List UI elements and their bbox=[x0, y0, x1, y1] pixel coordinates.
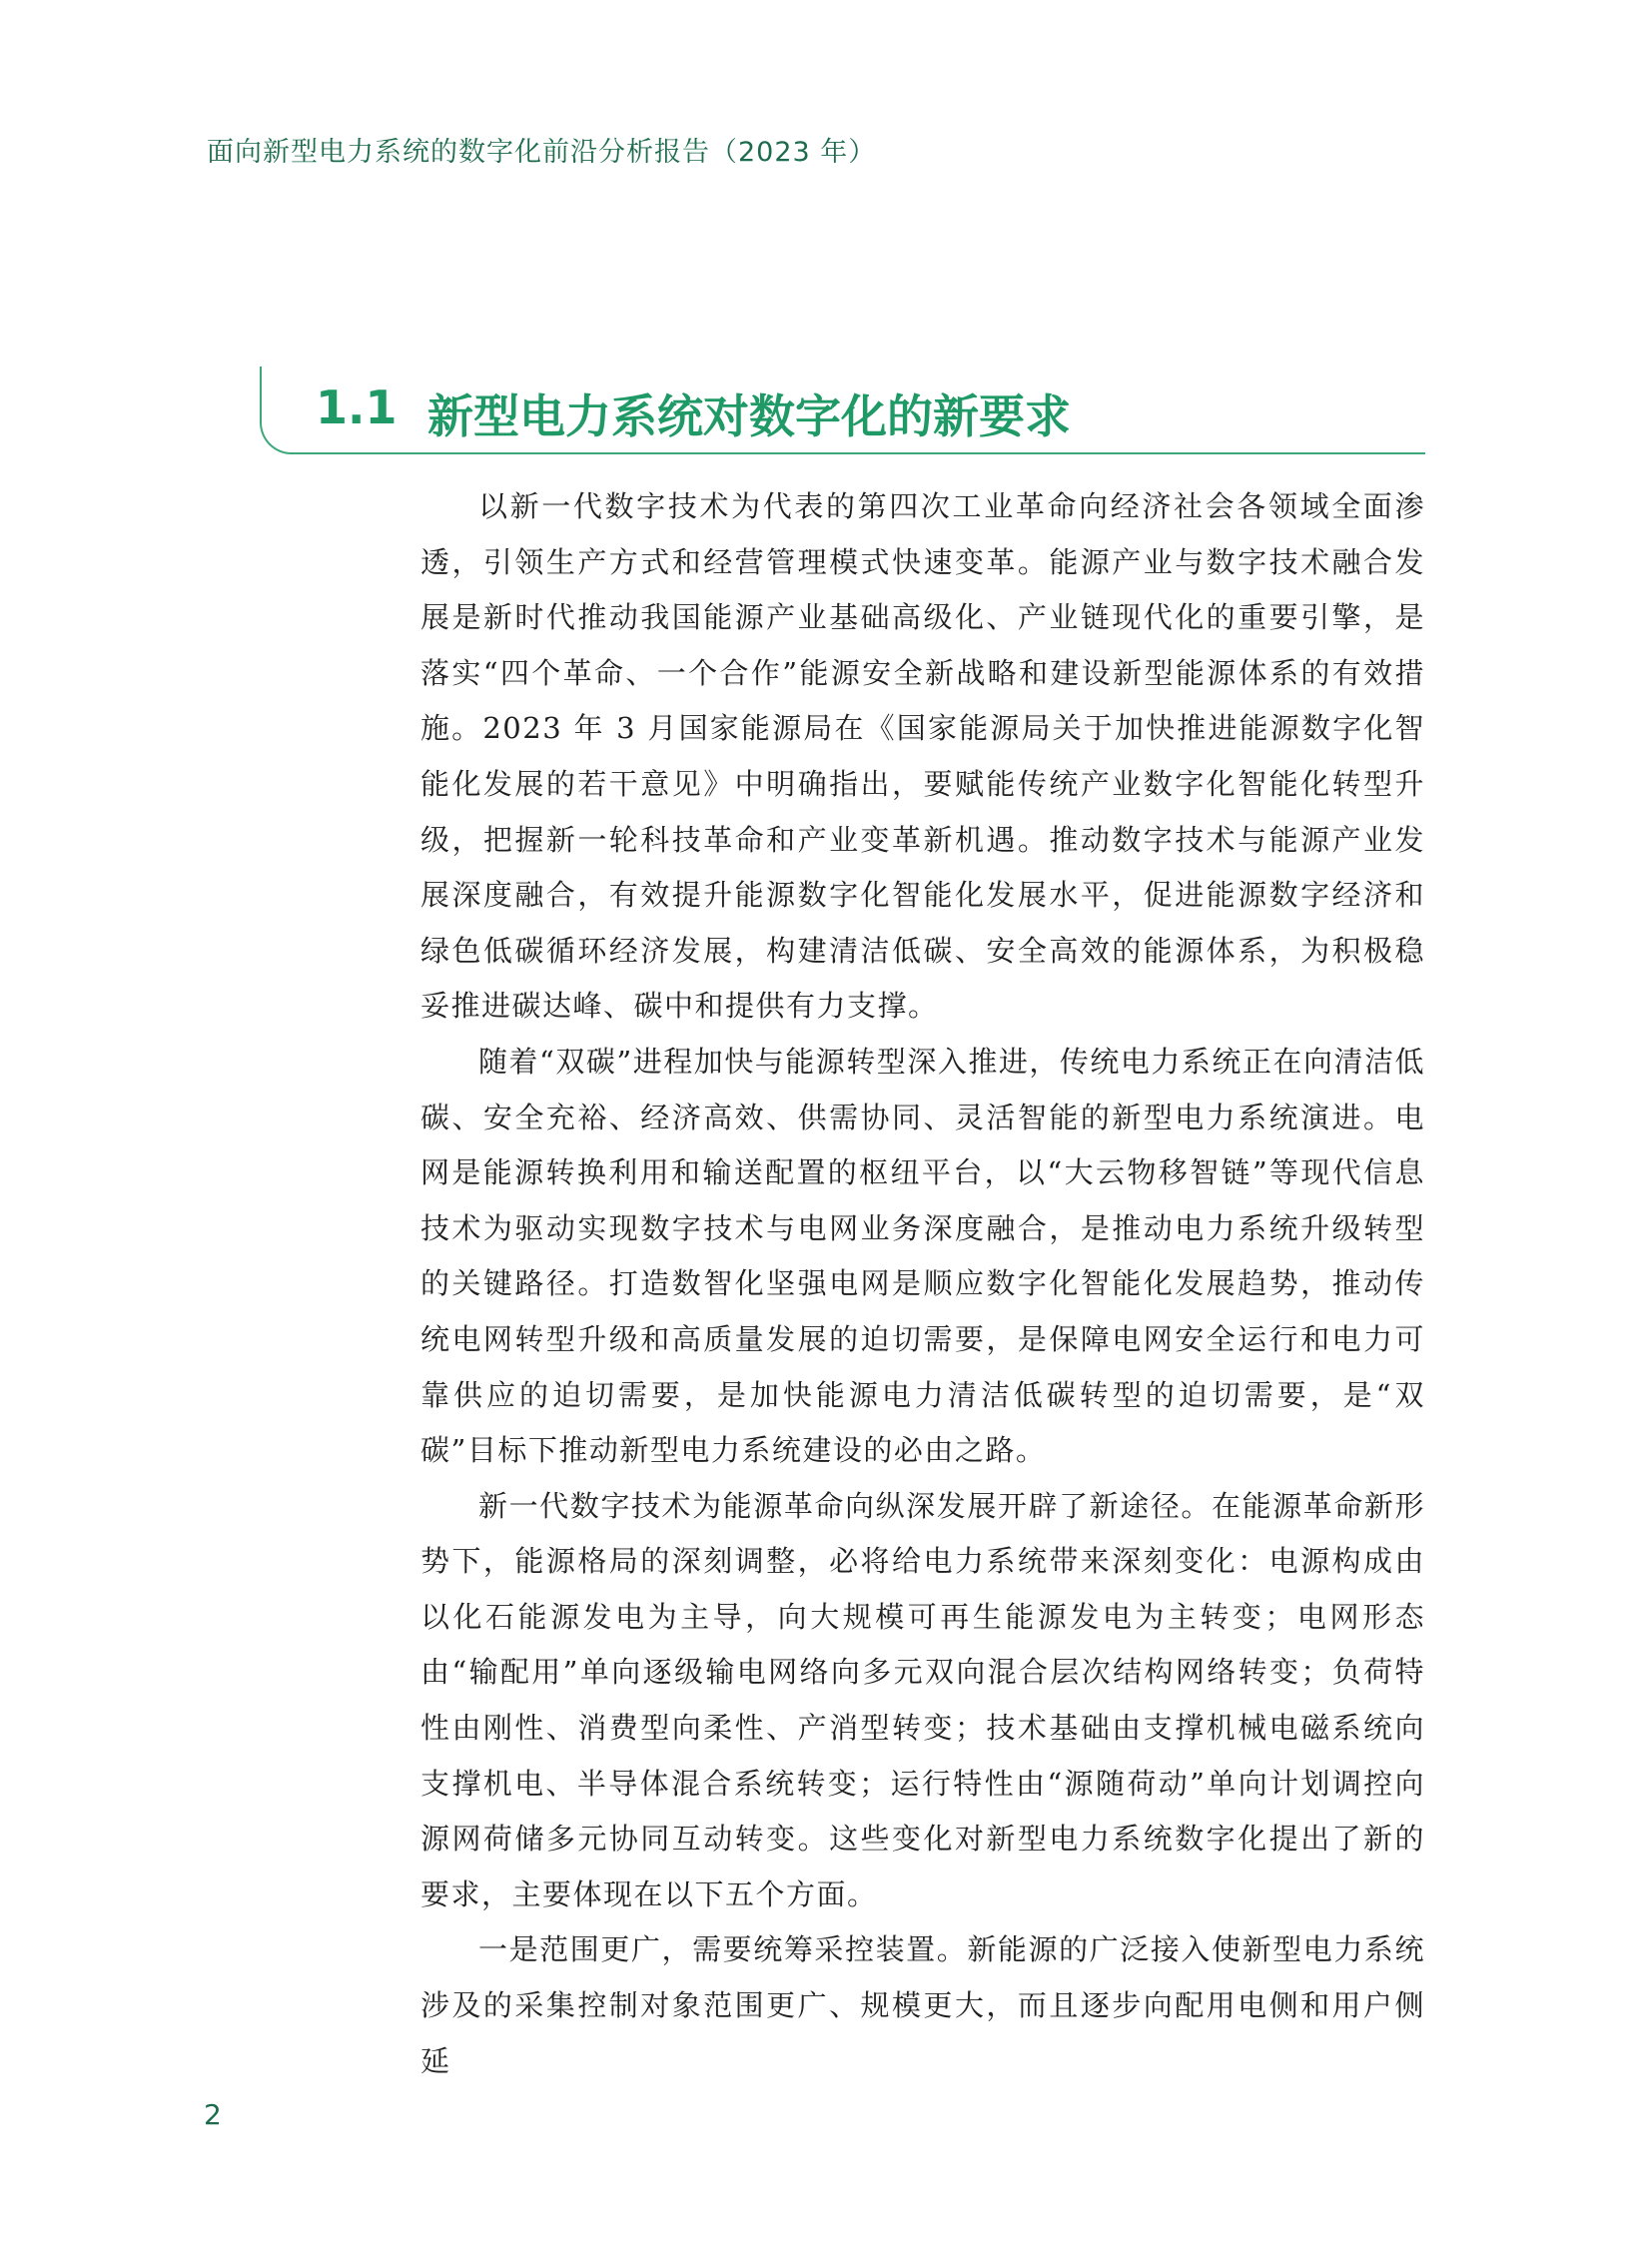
section-number: 1.1 bbox=[316, 380, 398, 434]
page-number: 2 bbox=[204, 2098, 222, 2131]
paragraph: 以新一代数字技术为代表的第四次工业革命向经济社会各领域全面渗透，引领生产方式和经营管理模式快速变革。能源产业与数字技术融合发展是新时代推动我国能源产业基础高级化、产业链现代化的重要引擎，是落实“四个革命、一个合作”能源安全新战略和建设新型能源体系的有效措施。2023 年 3 月国家能源局在《国家能源局关于加快推进能源数字化智能化发展的若干意见》中明确指出，要赋能传统产业数字化智能化转型升级，把握新一轮科技革命和产业变革新机遇。推动数字技术与能源产业发展深度融合，有效提升能源数字化智能化发展水平，促进能源数字经济和绿色低碳循环经济发展，构建清洁低碳、安全高效的能源体系，为积极稳妥推进碳达峰、碳中和提供有力支撑。 bbox=[420, 489, 1425, 1024]
section-heading bbox=[260, 367, 1425, 454]
paragraph: 一是范围更广，需要统筹采控装置。新能源的广泛接入使新型电力系统涉及的采集控制对象范围更广、规模更大，而且逐步向配用电侧和用户侧延 bbox=[420, 1932, 1425, 2078]
section-title: 新型电力系统对数字化的新要求 bbox=[427, 389, 1071, 443]
body-text bbox=[420, 479, 1425, 2089]
paragraph: 随着“双碳”进程加快与能源转型深入推进，传统电力系统正在向清洁低碳、安全充裕、经济高效、供需协同、灵活智能的新型电力系统演进。电网是能源转换利用和输送配置的枢纽平台，以“大云物移智链”等现代信息技术为驱动实现数字技术与电网业务深度融合，是推动电力系统升级转型的关键路径。打造数智化坚强电网是顺应数字化智能化发展趋势，推动传统电网转型升级和高质量发展的迫切需要，是保障电网安全运行和电力可靠供应的迫切需要，是加快能源电力清洁低碳转型的迫切需要，是“双碳”目标下推动新型电力系统建设的必由之路。 bbox=[420, 1044, 1425, 1468]
running-header: 面向新型电力系统的数字化前沿分析报告（2023 年） bbox=[207, 137, 877, 168]
paragraph: 新一代数字技术为能源革命向纵深发展开辟了新途径。在能源革命新形势下，能源格局的深刻调整，必将给电力系统带来深刻变化：电源构成由以化石能源发电为主导，向大规模可再生能源发电为主转变；电网形态由“输配用”单向逐级输电网络向多元双向混合层次结构网络转变；负荷特性由刚性、消费型向柔性、产消型转变；技术基础由支撑机械电磁系统向支撑机电、半导体混合系统转变；运行特性由“源随荷动”单向计划调控向源网荷储多元协同互动转变。这些变化对新型电力系统数字化提出了新的要求，主要体现在以下五个方面。 bbox=[420, 1488, 1425, 1911]
